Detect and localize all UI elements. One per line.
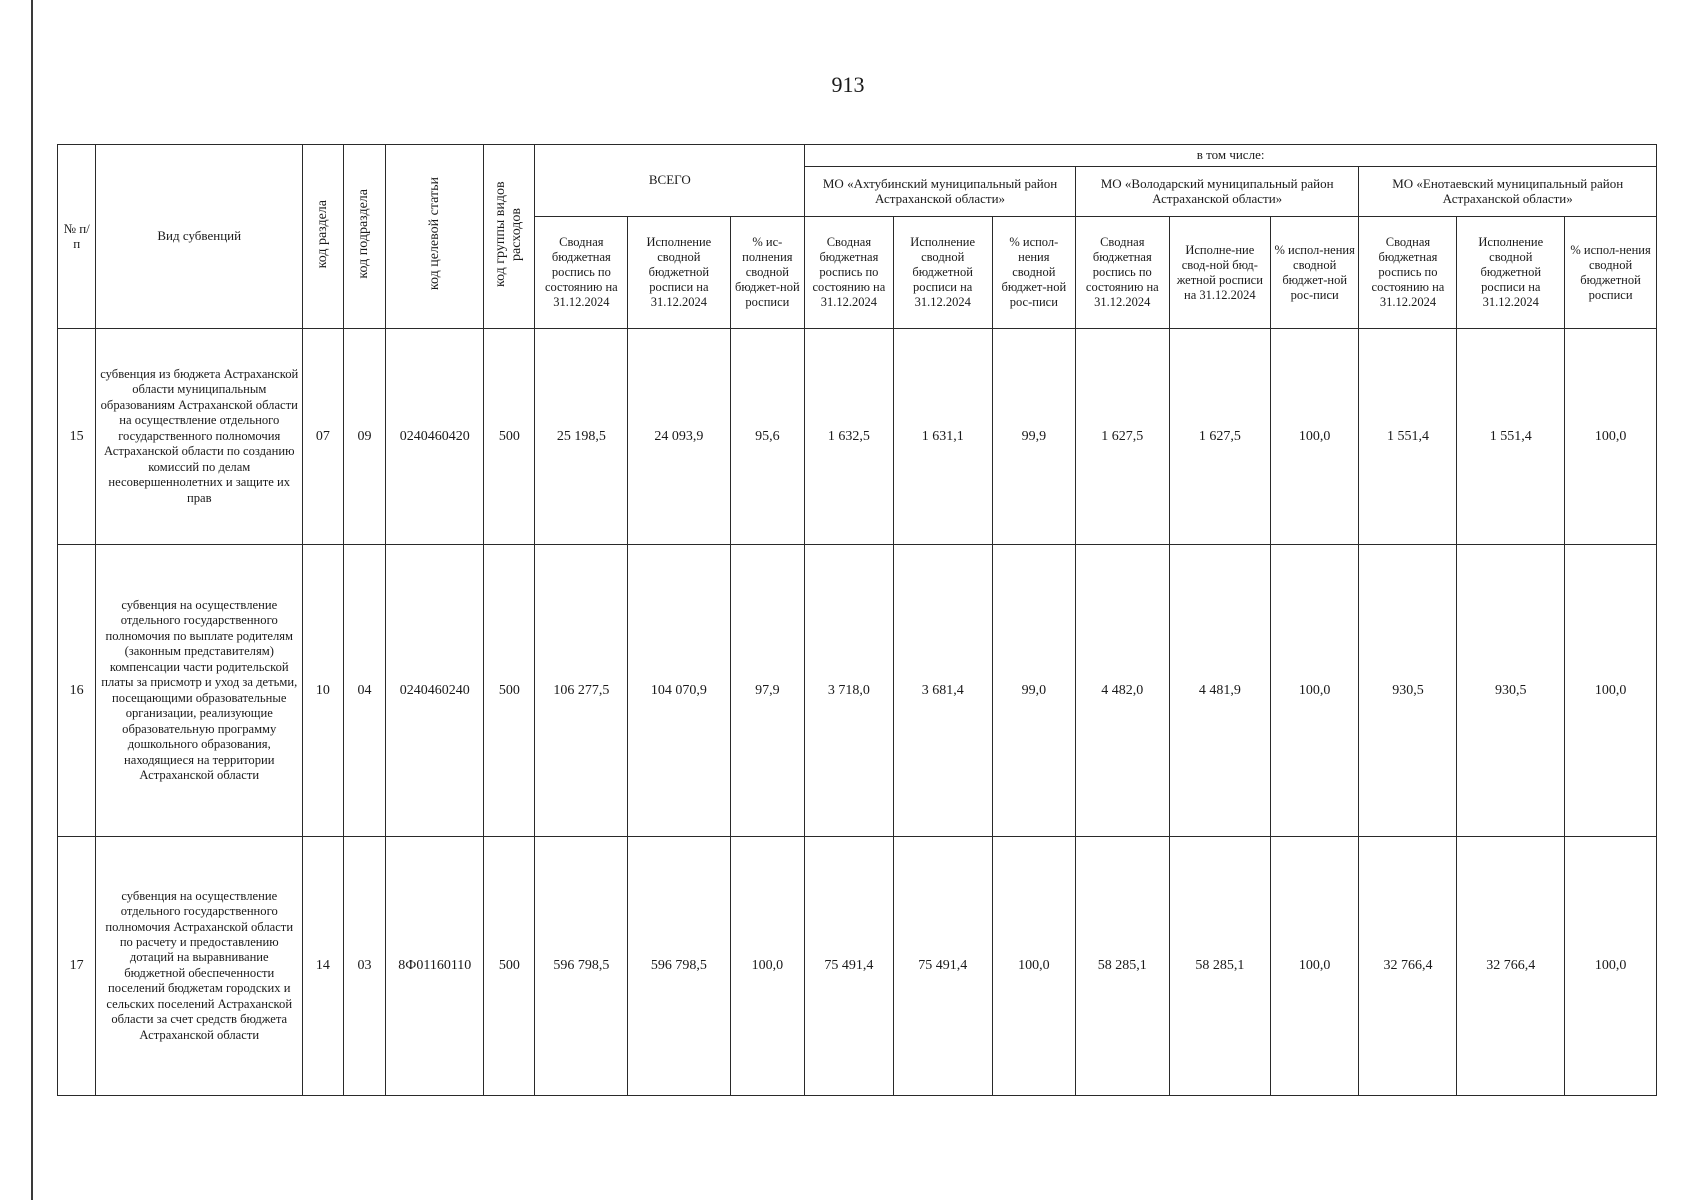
row-value: 4 482,0 [1075, 545, 1169, 837]
header-mo3-execution: Исполнение сводной бюджетной росписи на 31.12.2024 [1457, 217, 1565, 329]
header-target-code [386, 145, 484, 329]
row-value: 1 627,5 [1169, 329, 1270, 545]
row-expense-group: 500 [484, 545, 535, 837]
row-value: 596 798,5 [535, 836, 628, 1095]
row-section-code: 10 [303, 545, 344, 837]
row-value: 3 681,4 [893, 545, 992, 837]
header-total-execution: Исполнение сводной бюджетной росписи на 31.12.2024 [628, 217, 730, 329]
row-value: 100,0 [1565, 545, 1657, 837]
row-value: 930,5 [1457, 545, 1565, 837]
row-value: 100,0 [1565, 836, 1657, 1095]
row-value: 104 070,9 [628, 545, 730, 837]
row-value: 100,0 [1270, 545, 1358, 837]
row-value: 95,6 [730, 329, 805, 545]
row-value: 58 285,1 [1075, 836, 1169, 1095]
row-expense-group: 500 [484, 329, 535, 545]
row-value: 930,5 [1359, 545, 1457, 837]
row-value: 97,9 [730, 545, 805, 837]
header-type: Вид субвенций [96, 145, 303, 329]
row-value: 100,0 [1270, 836, 1358, 1095]
row-section-code: 07 [303, 329, 344, 545]
row-value: 75 491,4 [805, 836, 893, 1095]
header-mo2-plan: Сводная бюджетная роспись по состоянию на 31.12.2024 [1075, 217, 1169, 329]
binding-line [31, 0, 33, 1200]
row-target-code: 0240460240 [386, 545, 484, 837]
row-value: 58 285,1 [1169, 836, 1270, 1095]
header-target-code-text: код целевой статьи [426, 177, 442, 291]
row-num: 17 [58, 836, 96, 1095]
header-total: ВСЕГО [535, 145, 805, 217]
header-mo-akhtubinsky: МО «Ахтубинский муниципальный район Астраханской области» [805, 167, 1076, 217]
table-row [58, 836, 1657, 1095]
header-mo-volodarsky: МО «Володарский муниципальный район Астраханской области» [1075, 167, 1359, 217]
header-including: в том числе: [805, 145, 1657, 167]
header-section-code-text: код раздела [314, 199, 330, 269]
header-subsection-code [343, 145, 386, 329]
row-value: 24 093,9 [628, 329, 730, 545]
header-mo1-percent: % испол-нения сводной бюджет-ной рос-писи [992, 217, 1075, 329]
header-section-code [303, 145, 344, 329]
header-mo3-plan: Сводная бюджетная роспись по состоянию на 31.12.2024 [1359, 217, 1457, 329]
header-expense-group-code [484, 145, 535, 329]
row-value: 1 631,1 [893, 329, 992, 545]
header-subsection-code-text: код подраздела [356, 189, 372, 279]
row-num: 15 [58, 329, 96, 545]
row-value: 100,0 [992, 836, 1075, 1095]
row-value: 106 277,5 [535, 545, 628, 837]
row-target-code: 0240460420 [386, 329, 484, 545]
row-value: 99,9 [992, 329, 1075, 545]
row-subsection-code: 03 [343, 836, 386, 1095]
header-num: № п/п [58, 145, 96, 329]
row-description: субвенция на осуществление отдельного государственного полномочия Астраханской области по расчету и предоставлению дотаций на выравнивание бюджетной обеспеченности поселений бюджетам городских и сельских поселений Астраханской области за счет средств бюджета Астраханской области [96, 836, 303, 1095]
header-mo2-execution: Исполне-ние свод-ной бюд-жетной росписи на 31.12.2024 [1169, 217, 1270, 329]
row-value: 1 627,5 [1075, 329, 1169, 545]
row-value: 3 718,0 [805, 545, 893, 837]
subventions-table [57, 144, 1657, 1096]
row-value: 100,0 [1565, 329, 1657, 545]
row-target-code: 8Ф01160110 [386, 836, 484, 1095]
row-value: 32 766,4 [1457, 836, 1565, 1095]
table-row [58, 545, 1657, 837]
row-value: 100,0 [730, 836, 805, 1095]
row-value: 99,0 [992, 545, 1075, 837]
table-row [58, 329, 1657, 545]
row-value: 596 798,5 [628, 836, 730, 1095]
row-value: 4 481,9 [1169, 545, 1270, 837]
row-subsection-code: 04 [343, 545, 386, 837]
header-mo-enotaevsky: МО «Енотаевский муниципальный район Астраханской области» [1359, 167, 1657, 217]
header-mo3-percent: % испол-нения сводной бюджетной росписи [1565, 217, 1657, 329]
page-number: 913 [831, 72, 865, 97]
header-mo2-percent: % испол-нения сводной бюджет-ной рос-писи [1270, 217, 1358, 329]
header-total-percent: % ис-полнения сводной бюджет-ной росписи [730, 217, 805, 329]
row-value: 32 766,4 [1359, 836, 1457, 1095]
row-value: 1 551,4 [1359, 329, 1457, 545]
row-value: 75 491,4 [893, 836, 992, 1095]
header-mo1-execution: Исполнение сводной бюджетной росписи на 31.12.2024 [893, 217, 992, 329]
row-description: субвенция на осуществление отдельного государственного полномочия по выплате родителям (законным представителям) компенсации части родительской платы за присмотр и уход за детьми, посещающими образовательные организации, реализующие образовательную программу дошкольного образования, находящиеся на территории Астраханской области [96, 545, 303, 837]
row-value: 1 551,4 [1457, 329, 1565, 545]
row-section-code: 14 [303, 836, 344, 1095]
row-description: субвенция из бюджета Астраханской области муниципальным образованиям Астраханской области на осуществление отдельного государственного полномочия Астраханской области по созданию комиссий по делам несовершеннолетних и защите их прав [96, 329, 303, 545]
header-expense-group-code-text: код группы видов расходов [493, 181, 525, 287]
row-value: 100,0 [1270, 329, 1358, 545]
row-value: 1 632,5 [805, 329, 893, 545]
row-subsection-code: 09 [343, 329, 386, 545]
row-value: 25 198,5 [535, 329, 628, 545]
row-expense-group: 500 [484, 836, 535, 1095]
row-num: 16 [58, 545, 96, 837]
header-total-plan: Сводная бюджетная роспись по состоянию на 31.12.2024 [535, 217, 628, 329]
header-mo1-plan: Сводная бюджетная роспись по состоянию на 31.12.2024 [805, 217, 893, 329]
